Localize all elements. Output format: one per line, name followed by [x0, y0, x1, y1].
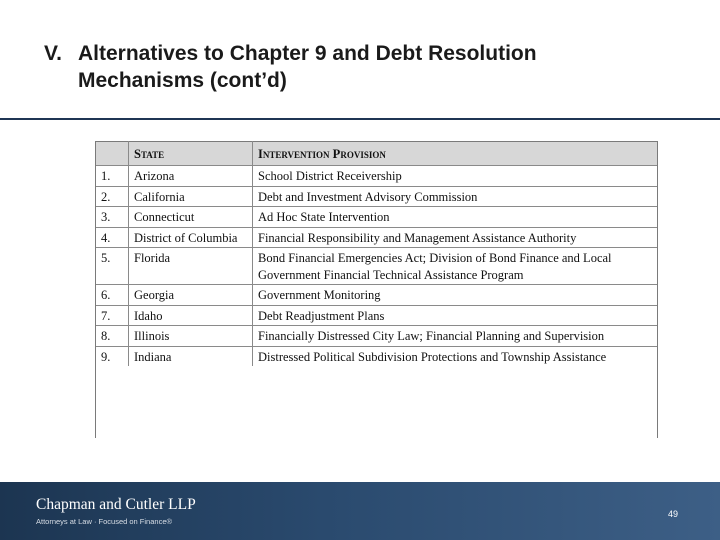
provisions-table-container	[95, 141, 658, 438]
row-number: 5.	[96, 248, 129, 285]
table-row	[96, 326, 657, 347]
table-row	[96, 207, 657, 228]
row-provision: Debt Readjustment Plans	[253, 305, 658, 326]
row-provision: Financially Distressed City Law; Financial Planning and Supervision	[253, 326, 658, 347]
table-row	[96, 285, 657, 306]
row-provision: Distressed Political Subdivision Protections and Township Assistance	[258, 349, 607, 364]
row-provision: Government Monitoring	[253, 285, 658, 306]
section-number: V.	[44, 42, 62, 65]
row-state: Illinois	[129, 326, 253, 347]
row-number: 2.	[96, 186, 129, 207]
row-provision: Financial Responsibility and Management Assistance Authority	[253, 227, 658, 248]
row-state: Georgia	[129, 285, 253, 306]
row-number: 3.	[96, 207, 129, 228]
table-header-row	[96, 142, 657, 166]
row-state: California	[129, 186, 253, 207]
table-row	[96, 346, 657, 366]
row-number: 7.	[96, 305, 129, 326]
page-number: 49	[667, 509, 678, 519]
row-number: 8.	[96, 326, 129, 347]
row-state: Arizona	[129, 166, 253, 187]
row-number: 4.	[96, 227, 129, 248]
title-line-1: Alternatives to Chapter 9 and Debt Resolution	[78, 42, 537, 65]
row-state: Idaho	[129, 305, 253, 326]
table-row	[96, 248, 657, 285]
header-number	[96, 142, 129, 166]
row-number: 9.	[96, 346, 129, 366]
title-line-2: Mechanisms (cont’d)	[78, 69, 287, 92]
row-state: Florida	[129, 248, 253, 285]
footer-bar	[0, 482, 720, 540]
row-provision: Debt and Investment Advisory Commission	[253, 186, 658, 207]
table-row	[96, 227, 657, 248]
firm-tagline: Attorneys at Law · Focused on Finance®	[36, 517, 173, 526]
intervention-provisions-table	[96, 141, 657, 366]
slide-title	[44, 40, 684, 94]
table-row	[96, 166, 657, 187]
table-row	[96, 305, 657, 326]
row-number: 6.	[96, 285, 129, 306]
row-state: Connecticut	[129, 207, 253, 228]
table-row	[96, 186, 657, 207]
slide-title-text	[78, 40, 684, 94]
row-provision: School District Receivership	[253, 166, 658, 187]
title-divider	[0, 118, 720, 120]
row-state: Indiana	[129, 346, 253, 366]
header-state: State	[129, 142, 253, 166]
row-state: District of Columbia	[129, 227, 253, 248]
row-provision: Bond Financial Emergencies Act; Division of Bond Finance and Local Government Financial Technical Assistance Program	[253, 248, 658, 285]
row-provision: Ad Hoc State Intervention	[253, 207, 658, 228]
header-provision: Intervention Provision	[253, 142, 658, 166]
firm-logo-name: Chapman and Cutler LLP	[36, 496, 196, 513]
row-number: 1.	[96, 166, 129, 187]
